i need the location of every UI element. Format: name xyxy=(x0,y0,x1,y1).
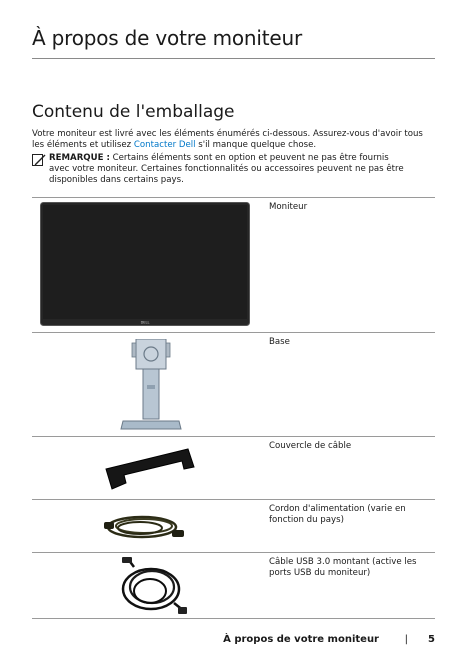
note-text-rest: avec votre moniteur. Certaines fonctionnalités ou accessoires peuvent ne pas être disponibles dans certains pays. xyxy=(49,164,404,185)
monitor-image xyxy=(40,202,250,326)
item-label: Moniteur xyxy=(269,202,308,212)
footer-separator: | xyxy=(404,634,408,645)
monitor-brand-logo: DELL xyxy=(140,320,150,325)
contact-dell-link[interactable]: Contacter Dell xyxy=(133,140,196,150)
item-label: Câble USB 3.0 montant (active les ports USB du moniteur) xyxy=(269,557,417,578)
cable-cover-image xyxy=(102,443,202,495)
power-cord-image xyxy=(102,508,188,544)
item-label: Base xyxy=(269,337,290,347)
item-label: Cordon d'alimentation (varie en fonction du pays) xyxy=(269,504,406,525)
note-text xyxy=(49,153,435,164)
page-title: À propos de votre moniteur xyxy=(32,26,302,50)
title-rule xyxy=(32,58,435,59)
table-row xyxy=(32,500,435,553)
item-label: Couvercle de câble xyxy=(269,441,352,451)
intro-text-end: s'il manque quelque chose. xyxy=(195,140,317,150)
section-title: Contenu de l'emballage xyxy=(32,102,235,122)
item-image-cell xyxy=(32,437,268,499)
note-block xyxy=(32,153,435,186)
package-contents-table xyxy=(32,197,435,619)
table-row xyxy=(32,198,435,333)
item-image-cell xyxy=(32,333,268,436)
intro-text: Votre moniteur est livré avec les éléments énumérés ci-dessous. Assurez-vous d'avoir tous les éléments et utilisez xyxy=(32,129,423,150)
usb-cable-image xyxy=(114,557,188,615)
footer-title: À propos de votre moniteur xyxy=(223,634,379,645)
note-pencil-icon xyxy=(32,153,46,166)
table-row xyxy=(32,553,435,619)
note-label: REMARQUE : xyxy=(49,153,110,163)
note-text-first: Certains éléments sont en option et peuvent ne pas être fournis xyxy=(109,153,389,163)
item-image-cell xyxy=(32,553,268,618)
page-number: 5 xyxy=(428,634,435,645)
table-row xyxy=(32,437,435,500)
item-image-cell xyxy=(32,500,268,552)
intro-paragraph xyxy=(32,129,435,151)
table-row xyxy=(32,333,435,437)
item-image-cell xyxy=(32,198,268,332)
stand-image xyxy=(120,339,182,433)
